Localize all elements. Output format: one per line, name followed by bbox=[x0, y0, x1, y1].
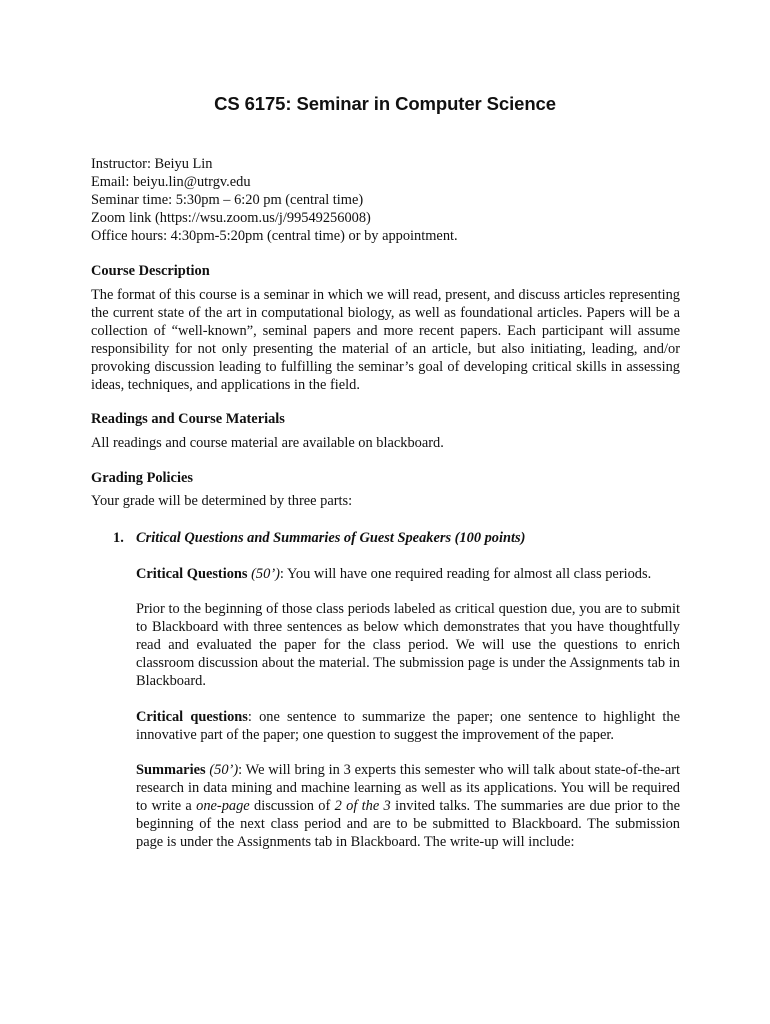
instructor-line: Instructor: Beiyu Lin bbox=[91, 156, 213, 172]
page-title: CS 6175: Seminar in Computer Science bbox=[214, 93, 556, 114]
critical-questions-label: Critical Questions bbox=[136, 566, 248, 582]
readings-heading: Readings and Course Materials bbox=[91, 411, 285, 427]
critical-questions-definition bbox=[136, 708, 680, 744]
critical-questions-paragraph bbox=[136, 565, 680, 583]
summaries-emphasis-1: one-page bbox=[196, 798, 250, 814]
summaries-paragraph bbox=[136, 761, 680, 851]
critical-questions-def-text: : one sentence to summarize the paper; one sentence to highlight the innovative part of the paper; one question to suggest the improvement of the paper. bbox=[136, 709, 680, 743]
grading-heading: Grading Policies bbox=[91, 470, 193, 486]
seminar-time-line: Seminar time: 5:30pm – 6:20 pm (central time) bbox=[91, 192, 364, 209]
grading-intro: Your grade will be determined by three parts: bbox=[91, 493, 353, 509]
email-line: Email: beiyu.lin@utrgv.edu bbox=[91, 174, 251, 191]
summaries-emphasis-2: 2 of the 3 bbox=[334, 798, 391, 814]
course-info bbox=[91, 155, 458, 245]
zoom-link-line: Zoom link (https://wsu.zoom.us/j/99549256008) bbox=[91, 210, 371, 227]
submission-instructions: Prior to the beginning of those class periods labeled as critical question due, you are to submit to Blackboard with three sentences as below which demonstrates that you have thoughtfully read and evaluated the paper for the class period. We will use the questions to enrich classroom discussion about the material. The submission page is under the Assignments tab in Blackboard. bbox=[136, 601, 680, 689]
critical-questions-points: (50’) bbox=[251, 566, 280, 582]
item-number: 1. bbox=[113, 530, 124, 546]
summaries-text-1: : We will bring in 3 experts this semester who will talk about state-of-the-art research in data mining and machine learning as well as its applications. You will be required to write a bbox=[136, 762, 680, 814]
summaries-points: (50’) bbox=[209, 762, 239, 778]
summaries-text-2: discussion of bbox=[249, 798, 335, 814]
office-hours-line: Office hours: 4:30pm-5:20pm (central time) or by appointment. bbox=[91, 228, 458, 245]
summaries-label: Summaries bbox=[136, 762, 206, 778]
course-description-text: The format of this course is a seminar in which we will read, present, and discuss articles representing the current state of the art in computational biology, as well as foundational articles. Papers will be a collection of “well-known”, seminal papers and more recent papers. Each participant will assume responsibility for not only presenting the material of an article, but also initiating, leading, and/or provoking discussion leading to fulfilling the seminar’s goal of developing critical skills in assessing ideas, techniques, and applications in the field. bbox=[91, 287, 680, 393]
grading-item-1 bbox=[113, 530, 525, 547]
summaries-text-3: invited talks. The summaries are due prior to the beginning of the next class period and are to be submitted to Blackboard. The submission page is under the Assignments tab in Blackboard. The write-up will include: bbox=[136, 798, 680, 850]
critical-questions-def-label: Critical questions bbox=[136, 709, 248, 725]
item-title: Critical Questions and Summaries of Guest Speakers (100 points) bbox=[136, 530, 526, 546]
critical-questions-text: : You will have one required reading for almost all class periods. bbox=[279, 566, 652, 582]
course-description-heading: Course Description bbox=[91, 263, 210, 279]
readings-text: All readings and course material are available on blackboard. bbox=[91, 435, 444, 451]
